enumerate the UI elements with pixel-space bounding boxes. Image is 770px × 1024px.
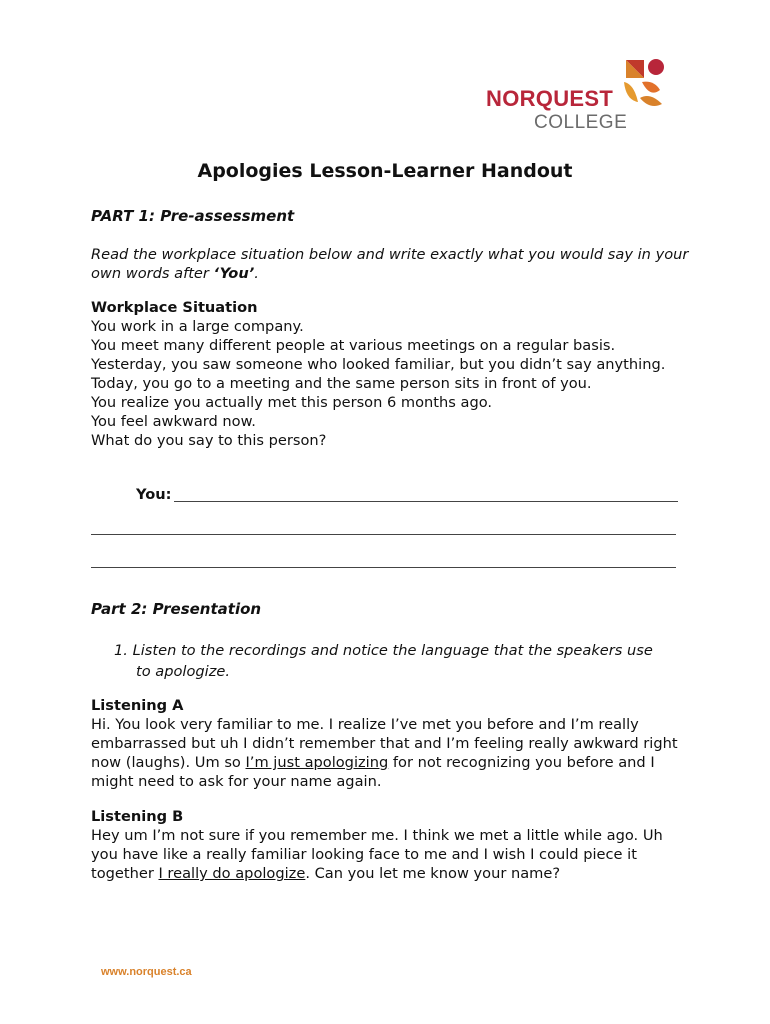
you-label: You: [136, 486, 172, 503]
listening-b-heading: Listening B [91, 808, 184, 825]
listening-a [91, 696, 691, 791]
norquest-leaf-logo-icon [620, 56, 670, 112]
listening-a-underlined: I’m just apologizing [245, 754, 389, 771]
situation-heading: Workplace Situation [91, 299, 258, 316]
part1-instruction [91, 245, 691, 283]
list-item-1 [114, 640, 684, 682]
listening-b-text-end: . Can you let me know your name? [305, 865, 561, 882]
situation-line: You work in a large company. [91, 318, 304, 335]
footer-url[interactable]: www.norquest.ca [101, 966, 192, 978]
listening-b [91, 807, 691, 883]
listening-a-text [91, 715, 691, 791]
listening-a-text-end: for not recognizing you before and I might need to ask for your name again. [91, 754, 655, 790]
situation-line: What do you say to this person? [91, 432, 327, 449]
situation-line: You meet many different people at various meetings on a regular basis. [91, 337, 616, 354]
answer-line-3[interactable] [91, 567, 676, 568]
situation-line: You feel awkward now. [91, 413, 256, 430]
list-text-line-2: to apologize. [136, 663, 231, 680]
listening-b-text [91, 826, 691, 883]
listening-b-text-start: Hey um I’m not sure if you remember me. I think we met a little while ago. Uh you have like a really familiar looking face to me and I wish I could piece it together [91, 827, 663, 882]
situation-line: Today, you go to a meeting and the same person sits in front of you. [91, 375, 592, 392]
listening-a-text-start: Hi. You look very familiar to me. I realize I’ve met you before and I’m really embarrassed but uh I didn’t remember that and I’m feeling really awkward right now (laughs). Um so [91, 716, 678, 771]
logo-college-text: COLLEGE [534, 112, 628, 133]
situation-line: You realize you actually met this person 6 months ago. [91, 394, 493, 411]
list-text-line-1: Listen to the recordings and notice the language that the speakers use [132, 642, 653, 659]
listening-a-heading: Listening A [91, 697, 184, 714]
part1-heading: PART 1: Pre-assessment [91, 207, 295, 225]
part2-heading: Part 2: Presentation [91, 600, 262, 618]
situation-line: Yesterday, you saw someone who looked familiar, but you didn’t say anything. [91, 356, 666, 373]
answer-line-2[interactable] [91, 534, 676, 535]
listening-b-underlined: I really do apologize [158, 865, 306, 882]
page-title: Apologies Lesson-Learner Handout [197, 160, 573, 182]
list-number: 1. [114, 642, 128, 659]
logo-name-text: NORQUEST [486, 86, 614, 111]
norquest-logo [486, 56, 676, 136]
answer-line-1[interactable] [174, 501, 678, 502]
instruction-text: Read the workplace situation below and write exactly what you would say in your own words after [91, 246, 689, 282]
workplace-situation [91, 298, 691, 450]
instruction-end: . [254, 265, 259, 282]
instruction-you: ‘You’ [213, 265, 255, 282]
